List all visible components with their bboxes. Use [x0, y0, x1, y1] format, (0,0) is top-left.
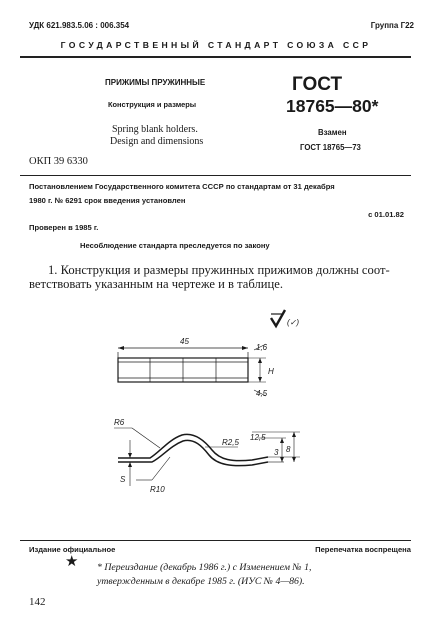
top-rule [20, 56, 411, 58]
udk-code: УДК 621.983.5.06 : 006.354 [29, 21, 130, 30]
profile-inner [118, 440, 268, 465]
english-title-line2: Design and dimensions [110, 136, 204, 147]
dimension-125-label: 12,5 [250, 433, 266, 442]
gost-number: 18765—80* [286, 96, 379, 116]
dimension-bottom-tolerance: 4,5 [256, 389, 268, 398]
roughness-mark [271, 310, 299, 327]
top-view [118, 344, 266, 396]
group-code: Группа Г22 [370, 21, 414, 30]
side-view [114, 428, 300, 486]
body-paragraph-line2: ветствовать указанным на чертеже и в таблице. [29, 277, 283, 291]
replaces-label: Взамен [318, 128, 347, 137]
roughness-label: (✓) [287, 318, 300, 327]
radius-r6-label: R6 [114, 418, 125, 427]
law-notice: Несоблюдение стандарта преследуется по закону [80, 241, 270, 250]
english-title-line1: Spring blank holders. [112, 124, 198, 135]
body-paragraph-line1: 1. Конструкция и размеры пружинных прижимов должны соот- [48, 263, 390, 277]
dimension-top-tolerance: 1,6 [256, 343, 268, 352]
dimension-3-label: 3 [274, 448, 279, 457]
reprint-prohibited: Перепечатка воспрещена [315, 545, 411, 554]
replaces-gost: ГОСТ 18765—73 [300, 143, 361, 152]
thickness-s-label: S [120, 475, 126, 484]
dimension-8-label: 8 [286, 445, 291, 454]
effective-date: с 01.01.82 [368, 210, 404, 219]
reissue-note-line2: утвержденным в декабре 1985 г. (ИУС № 4—86). [97, 576, 305, 587]
dimension-length-label: 45 [180, 337, 189, 346]
document-subtitle: Конструкция и размеры [108, 100, 197, 109]
reissue-note-line1: * Переиздание (декабрь 1986 г.) с Изменением № 1, [97, 562, 312, 573]
gost-label: ГОСТ [292, 74, 343, 95]
footer-rule [20, 540, 411, 541]
radius-r10-label: R10 [150, 485, 165, 494]
document-title: ПРИЖИМЫ ПРУЖИННЫЕ [105, 78, 206, 87]
radius-r25-label: R2,5 [222, 438, 239, 447]
technical-drawing [0, 300, 431, 536]
dimension-height-label: H [268, 367, 274, 376]
standard-banner: ГОСУДАРСТВЕННЫЙ СТАНДАРТ СОЮЗА ССР [60, 40, 372, 50]
star-icon: ★ [65, 553, 79, 570]
okp-code: ОКП 39 6330 [29, 156, 88, 167]
decree-line2: 1980 г. № 6291 срок введения установлен [29, 196, 186, 205]
middle-rule [20, 175, 411, 176]
checked-year: Проверен в 1985 г. [29, 223, 99, 232]
page-number: 142 [29, 596, 46, 608]
profile-outer [118, 434, 268, 460]
decree-line1: Постановлением Государственного комитета СССР по стандартам от 31 декабря [29, 182, 335, 191]
official-edition: Издание официальное [29, 545, 116, 554]
